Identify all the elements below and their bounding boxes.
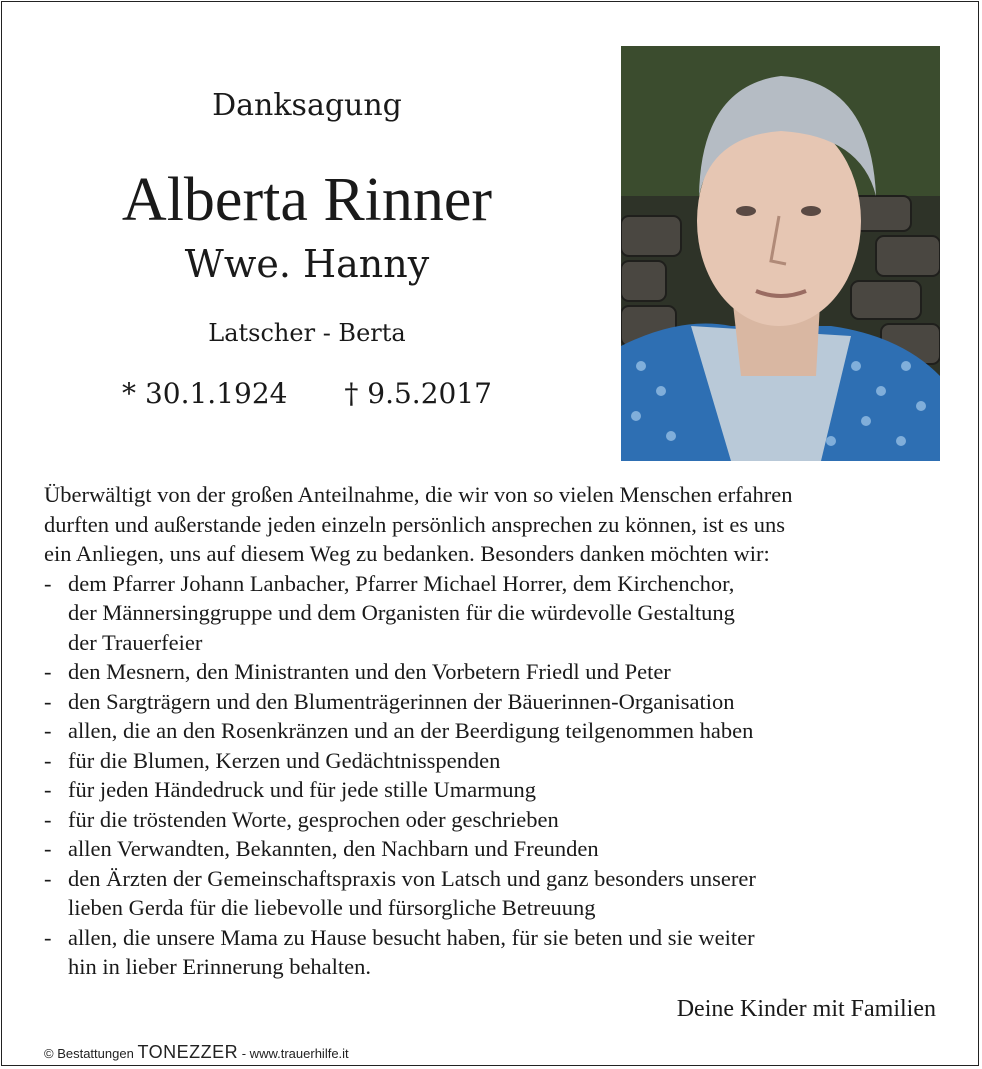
intro-line: Überwältigt von der großen Anteilnahme, die wir von so vielen Menschen erfahren — [44, 482, 793, 507]
birth-date: * 30.1.1924 — [122, 377, 288, 410]
deceased-name: Alberta Rinner — [121, 166, 493, 234]
list-item-line: - allen, die unsere Mama zu Hause besucht haben, für sie beten und sie weiter — [68, 924, 755, 950]
list-item-line: - den Sargträgern und den Blumenträgerinnen der Bäuerinnen-Organisation — [68, 688, 735, 714]
list-item — [44, 834, 942, 864]
list-item — [44, 657, 942, 687]
thanks-list — [44, 569, 942, 982]
list-item-line: - allen, die an den Rosenkränzen und an der Beerdigung teilgenommen haben — [68, 718, 754, 743]
list-item — [44, 716, 942, 746]
list-item — [44, 569, 942, 658]
credit-line — [44, 1042, 349, 1063]
list-item — [44, 775, 942, 805]
credit-prefix: © Bestattungen — [44, 1046, 134, 1061]
list-item-line: - den Ärzten der Gemeinschaftspraxis von Latsch und ganz besonders unserer — [68, 865, 756, 891]
list-item-line: der Männersinggruppe und dem Organisten für die würdevolle Gestaltung — [68, 600, 735, 625]
thanks-text — [44, 480, 942, 982]
credit-brand: TONEZZER — [137, 1042, 239, 1062]
list-item-line: der Trauerfeier — [68, 629, 203, 655]
intro-line: ein Anliegen, uns auf diesem Weg zu bedanken. Besonders danken möchten wir: — [44, 541, 770, 566]
list-item-line: lieben Gerda für die liebevolle und fürsorgliche Betreuung — [68, 895, 596, 920]
widow-name: Wwe. Hanny — [184, 242, 430, 286]
list-item-line: - für die tröstenden Worte, gesprochen oder geschrieben — [68, 806, 559, 832]
nickname: Latscher - Berta — [208, 319, 406, 347]
credit-suffix: - www.trauerhilfe.it — [241, 1046, 349, 1061]
list-item — [44, 746, 942, 776]
obituary-card — [1, 1, 979, 1066]
list-item-line: - allen Verwandten, Bekannten, den Nachbarn und Freunden — [68, 836, 599, 861]
life-dates — [42, 377, 572, 410]
heading: Danksagung — [212, 88, 402, 123]
death-date: † 9.5.2017 — [344, 377, 492, 410]
list-item — [44, 687, 942, 717]
intro-line: durften und außerstande jeden einzeln persönlich ansprechen zu können, ist es uns — [44, 511, 786, 537]
list-item-line: - für die Blumen, Kerzen und Gedächtnisspenden — [68, 747, 501, 773]
list-item-line: hin in lieber Erinnerung behalten. — [68, 954, 372, 979]
list-item-line: - den Mesnern, den Ministranten und den Vorbetern Friedl und Peter — [68, 659, 671, 684]
header-block — [42, 82, 572, 410]
portrait-illustration — [621, 46, 940, 461]
intro-paragraph — [44, 480, 942, 569]
list-item-line: - dem Pfarrer Johann Lanbacher, Pfarrer Michael Horrer, dem Kirchenchor, — [68, 570, 735, 596]
list-item-line: - für jeden Händedruck und für jede stille Umarmung — [68, 777, 536, 802]
list-item — [44, 923, 942, 982]
list-item — [44, 805, 942, 835]
portrait-photo — [621, 46, 940, 461]
list-item — [44, 864, 942, 923]
signature: Deine Kinder mit Familien — [676, 996, 936, 1022]
